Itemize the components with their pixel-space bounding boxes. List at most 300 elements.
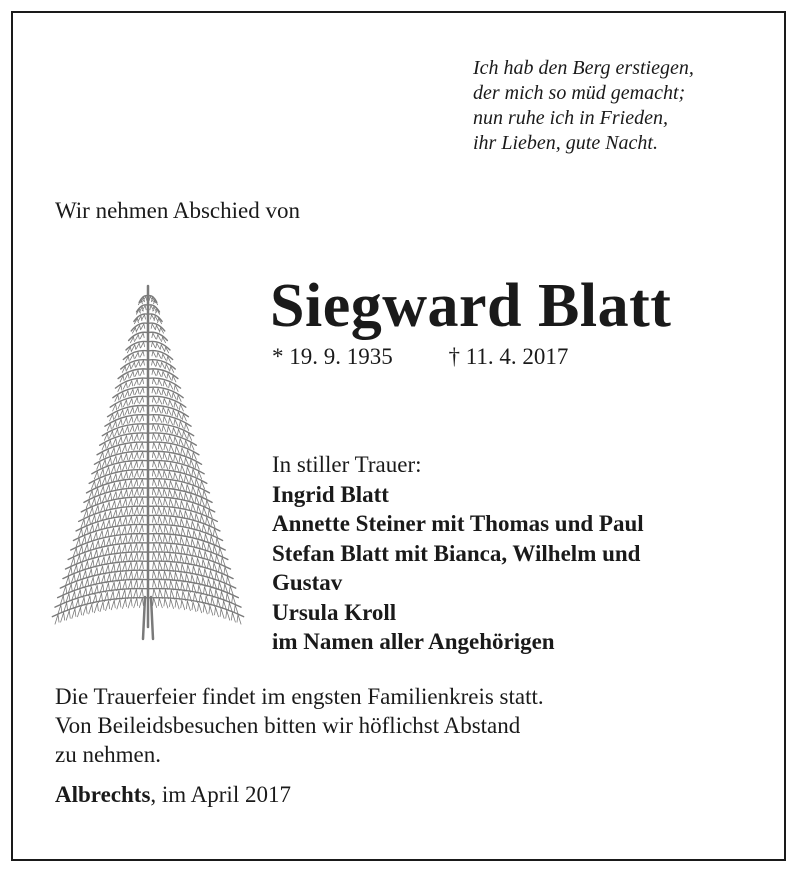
tree-needle — [130, 354, 134, 360]
tree-needle — [107, 440, 111, 447]
tree-needle — [117, 599, 121, 609]
tree-needle — [153, 580, 157, 589]
tree-needle — [164, 544, 168, 553]
tree-needle — [174, 473, 178, 481]
tree-needle — [163, 381, 167, 387]
tree-needle — [184, 475, 188, 483]
tree-needle — [117, 518, 121, 526]
tree-needle — [140, 506, 144, 514]
tree-needle — [139, 443, 143, 450]
tree-needle — [153, 443, 157, 450]
tree-needle — [192, 469, 196, 477]
tree-needle — [214, 607, 218, 617]
tree-needle — [175, 599, 179, 609]
tree-needle — [128, 598, 132, 608]
tree-needle — [158, 498, 162, 506]
tree-needle — [118, 509, 122, 517]
tree-needle — [163, 416, 167, 423]
tree-needle — [158, 443, 162, 450]
tree-needle — [128, 526, 132, 534]
tree-needle — [134, 461, 138, 469]
tree-needle — [140, 433, 144, 440]
tree-needle — [158, 488, 162, 496]
tree-needle — [89, 604, 93, 614]
tree-needle — [134, 516, 138, 524]
tree-needle — [163, 453, 167, 460]
tree-needle — [152, 488, 156, 496]
tree-needle — [153, 589, 157, 598]
tree-needle — [157, 406, 161, 413]
tree-needle — [153, 598, 157, 608]
tree-needle — [140, 333, 144, 339]
tree-needle — [136, 361, 140, 367]
tree-needle — [129, 471, 133, 479]
tree-needle — [100, 602, 104, 612]
tree-needle — [140, 379, 144, 385]
tree-needle — [158, 461, 162, 469]
tree-needle — [152, 379, 156, 385]
tree-needle — [134, 571, 138, 580]
tree-needle — [129, 489, 133, 497]
tree-needle — [153, 479, 157, 487]
tree-needle — [134, 598, 138, 608]
tree-needle — [169, 400, 173, 407]
tree-needle — [111, 465, 115, 473]
tree-needle — [168, 490, 172, 498]
death-date: † 11. 4. 2017 — [448, 344, 569, 369]
tree-needle — [140, 552, 144, 561]
tree-needle — [179, 474, 183, 482]
tree-needle — [136, 343, 140, 349]
tree-needle — [105, 450, 109, 457]
tree-needle — [156, 361, 160, 367]
tree-needle — [152, 433, 156, 440]
tree-needle — [169, 463, 173, 471]
tree-needle — [187, 450, 191, 457]
tree-needle — [158, 379, 162, 385]
tree-needle — [118, 402, 122, 409]
tree-needle — [179, 456, 183, 463]
tree-needle — [140, 452, 144, 459]
tree-needle — [139, 479, 143, 487]
tree-needle — [158, 562, 162, 571]
tree-needle — [102, 477, 106, 485]
tree-needle — [164, 526, 168, 534]
tree-needle — [115, 412, 119, 419]
tree-needle — [128, 562, 132, 571]
tree-needle — [124, 472, 128, 480]
tree-needle — [158, 534, 162, 543]
tree-needle — [134, 397, 138, 404]
tree-needle — [66, 611, 70, 621]
tree-needle — [153, 516, 157, 524]
tree-needle — [163, 435, 167, 442]
tree-needle — [162, 425, 166, 432]
tree-needle — [164, 480, 168, 488]
tree-needle — [140, 406, 144, 413]
tree-needle — [123, 535, 127, 544]
tree-needle — [164, 444, 168, 451]
tree-needle — [117, 500, 121, 508]
tree-needle — [102, 460, 106, 467]
tree-needle — [111, 448, 115, 455]
tree-needle — [118, 491, 122, 499]
tree-needle — [158, 397, 162, 404]
tree-needle — [120, 428, 124, 435]
tree-needle — [128, 462, 132, 470]
tree-needle — [134, 379, 138, 385]
tree-needle — [135, 406, 139, 413]
tree-needle — [158, 580, 162, 589]
tree-needle — [134, 580, 138, 589]
tree-needle — [167, 408, 171, 415]
tree-needle — [186, 601, 190, 611]
tree-needle — [157, 335, 161, 341]
tree-needle — [158, 416, 162, 423]
tree-needle — [135, 352, 139, 358]
tree-needle — [113, 474, 117, 482]
tree-needle — [140, 424, 144, 431]
tree-needle — [163, 553, 167, 562]
tree-needle — [175, 482, 179, 490]
tree-needle — [209, 606, 213, 616]
life-dates — [272, 344, 568, 370]
tree-needle — [139, 580, 143, 589]
tree-needle — [123, 517, 127, 525]
tree-needle — [141, 324, 145, 330]
tree-needle — [168, 454, 172, 461]
tree-needle — [123, 418, 127, 425]
tree-needle — [157, 388, 161, 394]
tree-needle — [163, 399, 167, 406]
tree-needle — [152, 397, 156, 404]
tree-needle — [130, 425, 134, 432]
tree-needle — [153, 534, 157, 543]
tree-needle — [118, 455, 122, 462]
tree-needle — [128, 444, 132, 451]
mourners-block — [272, 450, 644, 657]
tree-needle — [169, 499, 173, 507]
tree-needle — [162, 372, 166, 378]
tree-needle — [174, 419, 178, 426]
tree-needle — [177, 429, 181, 436]
tree-needle — [131, 362, 135, 368]
tree-needle — [164, 498, 168, 506]
place-name: Albrechts — [55, 782, 151, 807]
tree-needle — [226, 611, 230, 621]
tree-needle — [172, 428, 176, 435]
tree-needle — [161, 362, 165, 368]
tree-needle — [139, 561, 143, 570]
tree-needle — [134, 416, 138, 423]
tree-needle — [164, 598, 168, 608]
tree-needle — [111, 600, 115, 610]
tree-needle — [169, 481, 173, 489]
tree-needle — [134, 562, 138, 571]
mourner-name: Gustav — [272, 570, 343, 595]
tree-needle — [190, 477, 194, 485]
tree-needle — [129, 399, 133, 406]
tree-needle — [164, 562, 168, 571]
tree-needle — [164, 535, 168, 544]
tree-needle — [192, 602, 196, 612]
mourner-name: Stefan Blatt mit Bianca, Wilhelm und — [272, 540, 641, 566]
notice-line: Die Trauerfeier findet im engsten Familienkreis statt. — [55, 684, 544, 709]
tree-needle — [179, 492, 183, 500]
tree-needle — [158, 452, 162, 459]
tree-needle — [151, 324, 155, 330]
tree-needle — [113, 492, 117, 500]
tree-needle — [134, 488, 138, 496]
tree-needle — [163, 471, 167, 479]
tree-needle — [184, 458, 188, 465]
tree-needle — [140, 360, 144, 366]
tree-needle — [152, 570, 156, 579]
tree-needle — [163, 489, 167, 497]
tree-needle — [118, 419, 122, 426]
tree-needle — [117, 482, 121, 490]
tree-needle — [152, 369, 156, 375]
tree-needle — [108, 458, 112, 465]
tree-needle — [122, 445, 126, 452]
tree-needle — [158, 479, 162, 487]
tree-needle — [134, 507, 138, 515]
tree-needle — [134, 479, 138, 487]
tree-needle — [174, 491, 178, 499]
tree-needle — [125, 408, 129, 415]
tree-needle — [129, 553, 133, 562]
tree-needle — [113, 456, 117, 463]
tree-needle — [163, 507, 167, 515]
tree-needle — [157, 370, 161, 376]
tree-needle — [140, 470, 144, 478]
tree-needle — [181, 483, 185, 491]
poem-line: Ich hab den Berg erstiegen, — [473, 57, 694, 79]
tree-needle — [135, 388, 139, 394]
tree-needle — [124, 454, 128, 461]
tree-needle — [100, 469, 104, 477]
tree-needle — [183, 431, 187, 438]
tree-needle — [156, 343, 160, 349]
tree-needle — [158, 552, 162, 561]
tree-needle — [117, 446, 121, 453]
tree-needle — [167, 391, 171, 397]
tree-needle — [124, 490, 128, 498]
tree-needle — [134, 434, 138, 441]
mourner-name: im Namen aller Angehörigen — [272, 629, 555, 654]
tree-needle — [134, 443, 138, 450]
tree-needle — [139, 534, 143, 543]
tree-needle — [128, 544, 132, 553]
tree-needle — [152, 351, 156, 357]
place-and-date — [55, 782, 291, 808]
tree-needle — [127, 364, 131, 370]
tree-needle — [129, 416, 133, 423]
tree-needle — [61, 612, 65, 622]
tree-needle — [152, 506, 156, 514]
tree-needle — [158, 434, 162, 441]
mourner-name: Annette Steiner mit Thomas und Paul — [272, 511, 644, 536]
tree-needle — [162, 407, 166, 414]
tree-needle — [158, 571, 162, 580]
tree-needle — [83, 606, 87, 616]
poem-line: ihr Lieben, gute Nacht. — [473, 132, 658, 154]
tree-needle — [153, 543, 157, 552]
tree-needle — [175, 500, 179, 508]
tree-needle — [123, 481, 127, 489]
tree-needle — [157, 425, 161, 432]
tree-needle — [169, 517, 173, 525]
tree-needle — [170, 445, 174, 452]
tree-needle — [128, 480, 132, 488]
tree-needle — [94, 603, 98, 613]
tree-trunk — [143, 286, 153, 639]
closing-date: , im April 2017 — [150, 782, 291, 807]
tree-needle — [152, 388, 156, 394]
poem — [473, 56, 694, 156]
tree-needle — [152, 424, 156, 431]
tree-needle — [181, 600, 185, 610]
tree-needle — [174, 509, 178, 517]
tree-needle — [134, 498, 138, 506]
tree-needle — [113, 439, 117, 446]
tree-needle — [55, 615, 59, 625]
tree-needle — [175, 446, 179, 453]
tree-needle — [175, 518, 179, 526]
tree-needle — [115, 429, 119, 436]
tree-needle — [140, 388, 144, 394]
tree-needle — [179, 421, 183, 428]
tree-needle — [129, 381, 133, 387]
tree-needle — [151, 342, 155, 348]
tree-needle — [139, 589, 143, 598]
tree-needle — [186, 467, 190, 475]
tree-needle — [78, 607, 82, 617]
tree-needle — [134, 452, 138, 459]
tree-needle — [120, 410, 124, 417]
tree-needle — [169, 535, 173, 544]
tree-needle — [124, 436, 128, 443]
tree-needle — [135, 335, 139, 341]
tree-needle — [172, 410, 176, 417]
tree-needle — [140, 415, 144, 422]
tree-needle — [123, 599, 127, 609]
tree-needle — [140, 570, 144, 579]
tree-needle — [123, 383, 127, 389]
tree-needle — [168, 472, 172, 480]
tree-needle — [158, 507, 162, 515]
tree-needle — [108, 475, 112, 483]
tree-needle — [118, 437, 122, 444]
tree-needle — [165, 364, 169, 370]
intro-text: Wir nehmen Abschied von — [55, 198, 300, 223]
tree-needle — [237, 615, 241, 625]
tree-needle — [190, 460, 194, 467]
tree-needle — [170, 526, 174, 534]
tree-needle — [106, 467, 110, 475]
tree-needle — [167, 373, 171, 379]
tree-needle — [125, 373, 129, 379]
tree-needle — [130, 372, 134, 378]
tree-needle — [129, 507, 133, 515]
tree-needle — [139, 543, 143, 552]
tree-needle — [113, 421, 117, 428]
tree-needle — [167, 426, 171, 433]
tree-needle — [158, 470, 162, 478]
tree-needle — [117, 464, 121, 472]
tree-needle — [152, 470, 156, 478]
tree-needle — [128, 535, 132, 544]
tree-needle — [169, 418, 173, 425]
tree-needle — [134, 470, 138, 478]
mourning-label: In stiller Trauer: — [272, 452, 422, 477]
tree-needle — [130, 389, 134, 395]
tree-needle — [135, 370, 139, 376]
tree-needle — [139, 461, 143, 469]
tree-needle — [106, 601, 110, 611]
tree-needle — [158, 598, 162, 608]
tree-needle — [152, 452, 156, 459]
tree-needle — [111, 483, 115, 491]
mourner-name: Ursula Kroll — [272, 599, 397, 625]
tree-needle — [153, 497, 157, 505]
tree-needle — [129, 453, 133, 460]
tree-needle — [129, 435, 133, 442]
tree-needle — [139, 598, 143, 608]
tree-needle — [231, 612, 235, 622]
tree-needle — [97, 479, 101, 487]
tree-needle — [139, 525, 143, 533]
tree-needle — [122, 526, 126, 534]
tree-needle — [123, 499, 127, 507]
tree-needle — [130, 407, 134, 414]
notice-line: Von Beileidsbesuchen bitten wir höflichst Abstand — [55, 713, 521, 738]
tree-needle — [139, 516, 143, 524]
fir-tree-illustration — [44, 282, 256, 652]
tree-needle — [174, 437, 178, 444]
tree-needle — [135, 425, 139, 432]
tree-needle — [220, 609, 224, 619]
tree-needle — [123, 400, 127, 407]
tree-needle — [158, 516, 162, 524]
tree-needle — [153, 525, 157, 533]
tree-needle — [153, 561, 157, 570]
tree-needle — [152, 415, 156, 422]
tree-needle — [185, 440, 189, 447]
tree-needle — [134, 543, 138, 552]
tree-needle — [158, 543, 162, 552]
birth-date: * 19. 9. 1935 — [272, 344, 393, 369]
tree-needle — [128, 498, 132, 506]
tree-needle — [152, 360, 156, 366]
tree-needle — [118, 473, 122, 481]
funeral-notice — [55, 682, 544, 769]
tree-needle — [164, 516, 168, 524]
tree-needle — [109, 431, 113, 438]
tree-needle — [152, 406, 156, 413]
tree-needle — [134, 525, 138, 533]
tree-needle — [181, 465, 185, 473]
tree-needle — [164, 462, 168, 470]
tree-needle — [152, 333, 156, 339]
tree-needle — [152, 552, 156, 561]
tree-needle — [141, 342, 145, 348]
tree-needle — [140, 488, 144, 496]
tree-needle — [120, 393, 124, 399]
tree-needle — [177, 412, 181, 419]
tree-needle — [172, 393, 176, 399]
tree-needle — [134, 552, 138, 561]
